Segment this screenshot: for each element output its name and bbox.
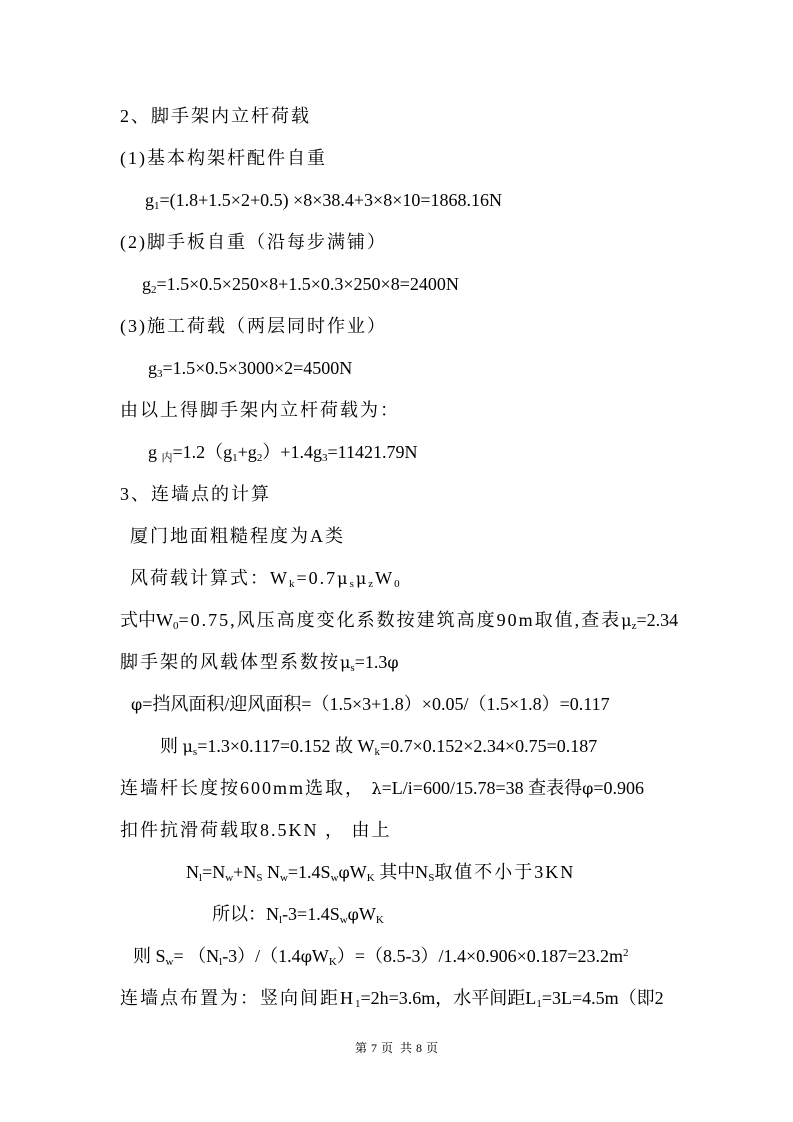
paragraph-roughness-class: 厦门地面粗糙程度为A类 [130,526,345,546]
paragraph-shape-coefficient: 脚手架的风载体型系数按$\mu_s=1.3\varphi$ [120,652,399,674]
formula-mu-s-and-wk: 则 $\mu_s=1.3\times 0.117=0.152$ 故 $W_k=0.7\times 0.152\times 2.34\times 0.75=0.187$ [160,736,598,758]
formula-therefore: 所以：$N_l-3=1.4S_w\varphi W_K$ [212,904,384,926]
formula-g3: $g_3=1.5\times 0.5\times 3000\times 2=4500N$ [148,358,353,380]
footer-text: 页 [426,1041,439,1055]
page-number: 7 [370,1041,377,1055]
formula-nl: $N_l=N_w+N_S$ $N_w=1.4S_w\varphi W_K$ 其中$N_S$取值不小于3KN [186,862,576,884]
formula-g-inner: g $_内=1.2(g_1+g_2)+1.4g_3=11421.79N$ [148,442,418,464]
formula-wind-load: 风荷载计算式：$W_k=0.7\mu_s\mu_zW_0$ [130,568,402,590]
footer-text: 共 [400,1041,413,1055]
footer-text: 第 [354,1041,367,1055]
footer-text: 页 [380,1041,393,1055]
formula-g1: $g_1=(1.8+1.5\times 2+0.5) \times 8\times 38.4+3\times 8\times 10=1868.16N$ [145,190,503,212]
page-footer [0,1040,793,1056]
paragraph-inner-pole-load-result: 由以上得脚手架内立杆荷载为： [120,400,400,420]
paragraph-fastener-load: 扣件抗滑荷载取8.5KN ， 由上 [120,820,392,840]
paragraph-wind-pressure: 式中$W_0=0.75$,风压高度变化系数按建筑高度90m取值,查表$\mu_z=2.34$ [120,610,679,632]
formula-phi: φ=挡风面积/迎风面积=（1.5×3+1.8）×0.05/（1.5×1.8）=0.117 [131,694,610,714]
section-heading-inner-pole-load: 2、脚手架内立杆荷载 [120,106,311,126]
paragraph-tie-rod-length: 连墙杆长度按600mm选取， λ=L/i=600/15.78=38 查表得φ=0.906 [120,778,644,798]
formula-sw: 则 $S_w= (N_l-3)/(1.4\varphi W_K)=(8.5-3)/1.4\times 0.906\times 0.187=23.2m^2$ [133,946,629,968]
subheading-scaffold-board-weight: (2)脚手板自重（沿每步满铺） [120,232,387,252]
paragraph-tie-layout: 连墙点布置为：竖向间距$H_1=2h=3.6m$，水平间距$L_1=3L=4.5m$（即2 [120,988,664,1010]
section-heading-wall-tie: 3、连墙点的计算 [120,484,271,504]
formula-g2: $g_2=1.5\times 0.5\times 250\times 8+1.5\times 0.3\times 250\times 8=2400N$ [142,274,459,296]
subheading-frame-self-weight: (1)基本构架杆配件自重 [120,148,327,168]
page-total: 8 [416,1041,423,1055]
subheading-construction-load: (3)施工荷载（两层同时作业） [120,316,387,336]
